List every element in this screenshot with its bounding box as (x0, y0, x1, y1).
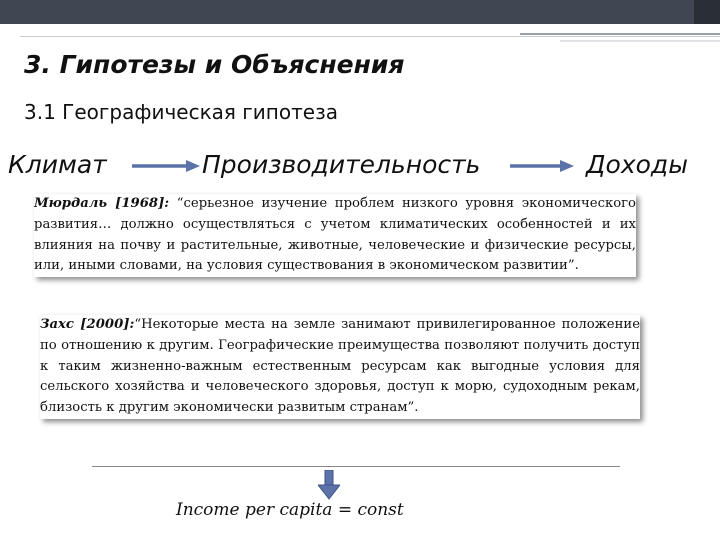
decorative-line (560, 40, 720, 42)
quote-text: “серьезное изучение проблем низкого уровня экономического развития… должно осуществляться с учетом климатических особенностей и их влияния на почву и растительные, животные, человеческие и физические ресурсы, или, иными словами, на условия существования в экономическом развитии”. (34, 196, 636, 274)
right-arrow-icon (510, 159, 574, 173)
down-arrow-icon (318, 470, 340, 500)
chain-item-income: Доходы (586, 150, 688, 179)
quote-myrdal (34, 194, 636, 277)
slide-top-bar-accent (694, 0, 720, 24)
decorative-line (20, 36, 720, 37)
formula: Income per capita = const (176, 500, 404, 520)
quote-text: “Некоторые места на земле занимают привилегированное положение по отношению к другим. Географические преимущества позволяют получить доступ к таким жизненно-важным естественным ресурсам как выгодные условия для сельского хозяйства и человеческого здоровья, доступ к морю, судоходным рекам, близость к другим экономически развитым странам”. (40, 317, 640, 416)
section-subtitle: 3.1 Географическая гипотеза (24, 100, 338, 124)
quote-author: Мюрдаль [1968]: (34, 196, 170, 211)
slide-top-bar (0, 0, 720, 24)
slide-title: 3. Гипотезы и Объяснения (24, 50, 405, 79)
quote-author: Захс [2000]: (40, 317, 135, 332)
decorative-line (520, 33, 720, 35)
right-arrow-icon (132, 159, 200, 173)
divider (92, 466, 620, 467)
chain-item-climate: Климат (8, 150, 107, 179)
quote-sachs (40, 315, 640, 419)
chain-item-productivity: Производительность (202, 150, 481, 179)
